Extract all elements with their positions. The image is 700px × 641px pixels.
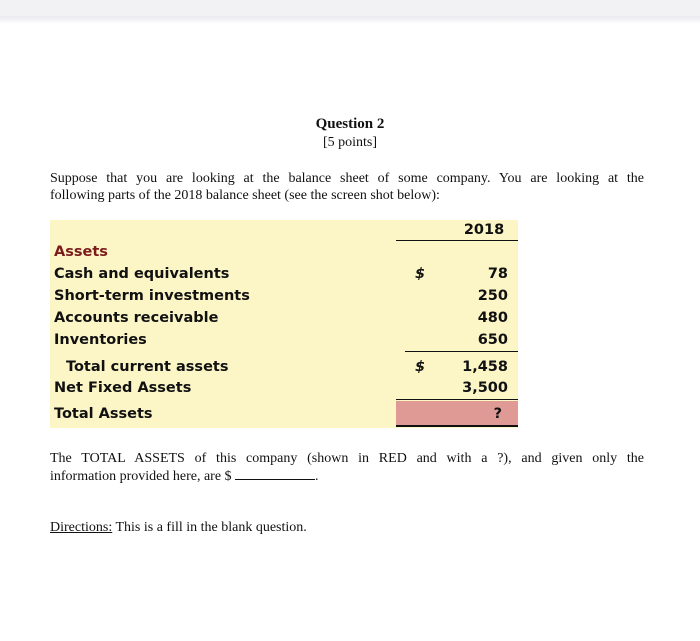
row-label-total-assets: Total Assets: [54, 406, 153, 422]
row-label-net-fixed: Net Fixed Assets: [54, 380, 192, 396]
question-paragraph: [50, 450, 644, 485]
directions: [50, 520, 307, 536]
fixed-underline: [396, 399, 518, 400]
row-label-receivable: Accounts receivable: [54, 310, 219, 326]
top-toolbar: [0, 0, 700, 17]
question-line-1: The TOTAL ASSETS of this company (shown in RED and with a ?), and given only the: [50, 451, 644, 466]
row-value-total-assets: ?: [493, 406, 502, 422]
row-value-inventories: 650: [477, 332, 508, 348]
question-title: Question 2: [315, 116, 385, 132]
question-points: [5 points]: [322, 135, 378, 150]
balance-sheet-screenshot: [50, 220, 518, 428]
year-header: 2018: [463, 222, 505, 238]
row-value-short-term: 250: [477, 288, 508, 304]
row-label-inventories: Inventories: [54, 332, 147, 348]
intro-paragraph: [50, 170, 644, 204]
directions-text: This is a fill in the blank question.: [112, 520, 307, 535]
row-dollar-total-current: $: [415, 359, 426, 375]
row-value-receivable: 480: [477, 310, 508, 326]
row-value-cash: 78: [487, 266, 508, 282]
row-label-short-term: Short-term investments: [54, 288, 250, 304]
assets-heading: Assets: [54, 244, 108, 260]
row-dollar-cash: $: [415, 266, 426, 282]
question-line-2-end: .: [315, 469, 319, 484]
intro-line-1: Suppose that you are looking at the balance sheet of some company. You are looking at the: [50, 171, 644, 186]
subtotal-line: [405, 351, 518, 352]
answer-blank[interactable]: [235, 467, 315, 480]
row-label-cash: Cash and equivalents: [54, 266, 230, 282]
directions-label: Directions:: [50, 520, 113, 535]
intro-line-2: following parts of the 2018 balance sheet (see the screen shot below):: [50, 188, 440, 203]
row-label-total-current: Total current assets: [66, 359, 229, 375]
row-value-total-current: 1,458: [462, 359, 508, 375]
toolbar-shadow: [0, 16, 700, 24]
year-underline: [396, 240, 518, 241]
question-line-2-text: information provided here, are $: [50, 469, 232, 484]
question-line-2: [50, 467, 644, 485]
total-double-underline: [396, 425, 518, 427]
row-value-net-fixed: 3,500: [462, 380, 508, 396]
